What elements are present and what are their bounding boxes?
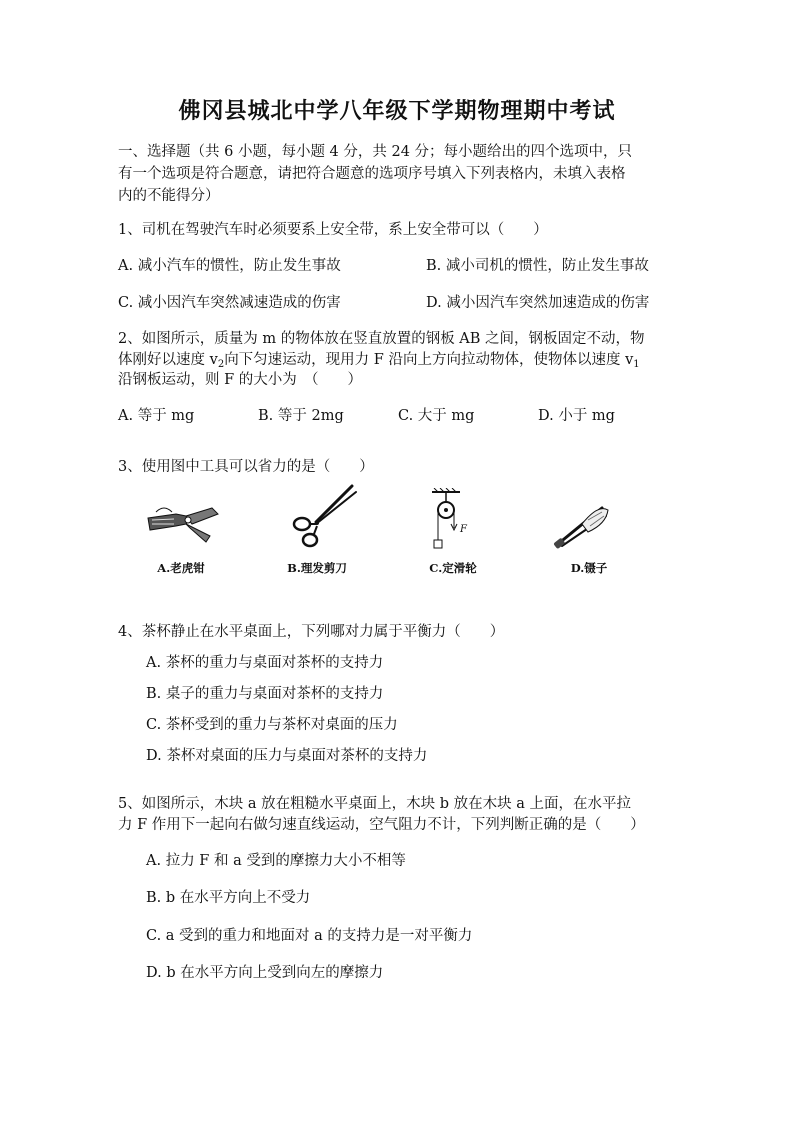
page-title: 佛冈县城北中学八年级下学期物理期中考试 (178, 98, 616, 124)
question-2-line1: 2、如图所示，质量为 m 的物体放在竖直放置的钢板 AB 之间，钢板固定不动，物 (118, 331, 645, 347)
tweezers-figure (552, 498, 612, 550)
section-instructions-line2: 有一个选项是符合题意，请把符合题意的选项序号填入下列表格内，未填入表格 (118, 166, 626, 182)
question-5-line1: 5、如图所示，木块 a 放在粗糙水平桌面上，木块 b 放在木块 a 上面，在水平拉 (118, 796, 631, 812)
figure-b-caption: B.理发剪刀 (287, 561, 347, 575)
pliers-figure (146, 500, 224, 550)
pulley-force-label: F (460, 524, 467, 535)
question-2-subscript-v2: 2 (217, 359, 225, 370)
question-2-option-d: D. 小于 mg (538, 408, 615, 424)
question-4-option-c: C. 茶杯受到的重力与茶杯对桌面的压力 (146, 717, 398, 733)
question-1-option-b: B. 减小司机的惯性，防止发生事故 (426, 258, 649, 274)
question-2-subscript-v1: 1 (633, 359, 640, 370)
figure-c-caption: C.定滑轮 (429, 561, 477, 575)
question-1-option-d: D. 减小因汽车突然加速造成的伤害 (426, 295, 650, 311)
question-5-option-a: A. 拉力 F 和 a 受到的摩擦力大小不相等 (146, 853, 406, 869)
question-1-option-c: C. 减小因汽车突然减速造成的伤害 (118, 295, 341, 311)
question-2-line3: 沿钢板运动，则 F 的大小为 （ ） (118, 372, 363, 388)
question-5-option-b: B. b 在水平方向上不受力 (146, 890, 311, 906)
question-2-option-a: A. 等于 mg (118, 408, 195, 424)
question-4-option-b: B. 桌子的重力与桌面对茶杯的支持力 (146, 686, 384, 702)
question-4-option-d: D. 茶杯对桌面的压力与桌面对茶杯的支持力 (146, 748, 428, 764)
section-instructions-line3: 内的不能得分） (118, 188, 220, 204)
scissors-figure (286, 482, 358, 552)
question-5-line2: 力 F 作用下一起向右做匀速直线运动，空气阻力不计，下列判断正确的是（ ） (118, 817, 645, 833)
question-2-option-b: B. 等于 2mg (258, 408, 344, 424)
fixed-pulley-figure (426, 488, 466, 552)
question-2-line2-text-b: 向下匀速运动，现用力 F 沿向上方向拉动物体，使物体以速度 v (224, 352, 634, 368)
question-2-option-c: C. 大于 mg (398, 408, 475, 424)
figure-d-caption: D.镊子 (570, 561, 608, 575)
question-2-line2-text-a: 体刚好以速度 v (118, 352, 218, 368)
question-3-stem: 3、使用图中工具可以省力的是（ ） (118, 459, 374, 475)
question-4-option-a: A. 茶杯的重力与桌面对茶杯的支持力 (146, 655, 384, 671)
question-2-line2 (118, 348, 640, 370)
figure-a-caption: A.老虎钳 (157, 561, 205, 575)
question-1-option-a: A. 减小汽车的惯性，防止发生事故 (118, 258, 341, 274)
question-1-stem: 1、司机在驾驶汽车时必须要系上安全带，系上安全带可以（ ） (118, 222, 548, 238)
question-4-stem: 4、茶杯静止在水平桌面上，下列哪对力属于平衡力（ ） (118, 624, 505, 640)
question-5-option-c: C. a 受到的重力和地面对 a 的支持力是一对平衡力 (146, 928, 473, 944)
section-instructions-line1: 一、选择题（共 6 小题，每小题 4 分，共 24 分；每小题给出的四个选项中，只 (118, 144, 633, 160)
question-5-option-d: D. b 在水平方向上受到向左的摩擦力 (146, 965, 384, 981)
